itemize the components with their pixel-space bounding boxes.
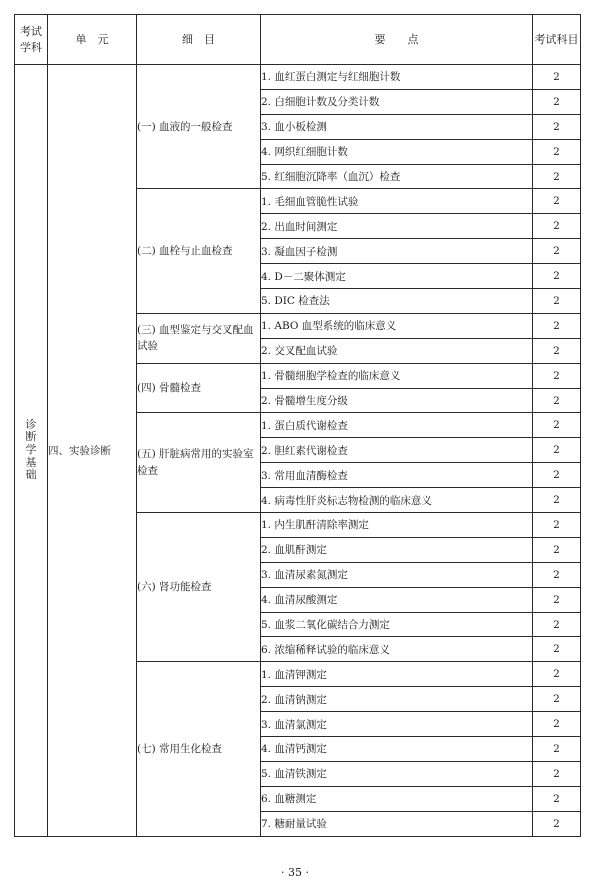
point-cell: 3. 血清氯测定 [261,712,533,737]
level-cell: 2 [533,537,581,562]
point-cell: 2. 胆红素代谢检查 [261,438,533,463]
level-cell: 2 [533,413,581,438]
level-cell: 2 [533,737,581,762]
point-cell: 1. 内生肌酐清除率测定 [261,513,533,538]
level-cell: 2 [533,139,581,164]
section-title-cell: (六) 肾功能检查 [137,513,261,662]
point-cell: 7. 糖耐量试验 [261,811,533,836]
level-cell: 2 [533,687,581,712]
point-cell: 2. 白细胞计数及分类计数 [261,89,533,114]
header-point: 要 点 [261,15,533,65]
section-title-cell: (三) 血型鉴定与交叉配血试验 [137,313,261,363]
level-cell: 2 [533,239,581,264]
point-cell: 4. 网织红细胞计数 [261,139,533,164]
point-cell: 5. 血清铁测定 [261,761,533,786]
level-cell: 2 [533,488,581,513]
level-cell: 2 [533,189,581,214]
level-cell: 2 [533,214,581,239]
point-cell: 2. 血清钠测定 [261,687,533,712]
level-cell: 2 [533,438,581,463]
page-number: · 35 · [281,866,309,879]
section-title-cell: (一) 血液的一般检查 [137,65,261,189]
level-cell: 2 [533,786,581,811]
point-cell: 1. 骨髓细胞学检查的临床意义 [261,363,533,388]
syllabus-table [14,14,581,837]
point-cell: 1. 蛋白质代谢检查 [261,413,533,438]
point-cell: 3. 血清尿素氮测定 [261,562,533,587]
table-body [15,65,581,837]
point-cell: 1. 血红蛋白测定与红细胞计数 [261,65,533,90]
section-title-cell: (四) 骨髓检查 [137,363,261,413]
section-title-cell: (二) 血栓与止血检查 [137,189,261,313]
level-cell: 2 [533,264,581,289]
level-cell: 2 [533,612,581,637]
point-cell: 3. 凝血因子检测 [261,239,533,264]
level-cell: 2 [533,114,581,139]
point-cell: 2. 出血时间测定 [261,214,533,239]
point-cell: 2. 骨髓增生度分级 [261,388,533,413]
section-title-cell: (五) 肝脏病常用的实验室检查 [137,413,261,513]
point-cell: 1. ABO 血型系统的临床意义 [261,313,533,338]
point-cell: 5. DIC 检查法 [261,289,533,314]
level-cell: 2 [533,164,581,189]
header-unit: 单 元 [48,15,137,65]
subject-label: 诊断学基础 [25,417,37,482]
level-cell: 2 [533,463,581,488]
level-cell: 2 [533,562,581,587]
unit-cell: 四、实验诊断 [48,65,137,837]
point-cell: 5. 红细胞沉降率（血沉）检查 [261,164,533,189]
header-level: 考试科目 [533,15,581,65]
level-cell: 2 [533,811,581,836]
level-cell: 2 [533,89,581,114]
level-cell: 2 [533,289,581,314]
point-cell: 4. 血清尿酸测定 [261,587,533,612]
subject-cell [15,65,48,837]
level-cell: 2 [533,513,581,538]
point-cell: 1. 毛细血管脆性试验 [261,189,533,214]
point-cell: 4. 病毒性肝炎标志物检测的临床意义 [261,488,533,513]
point-cell: 4. D－二聚体测定 [261,264,533,289]
level-cell: 2 [533,761,581,786]
level-cell: 2 [533,587,581,612]
point-cell: 6. 血糖测定 [261,786,533,811]
point-cell: 3. 常用血清酶检查 [261,463,533,488]
level-cell: 2 [533,712,581,737]
level-cell: 2 [533,313,581,338]
level-cell: 2 [533,662,581,687]
point-cell: 2. 血肌酐测定 [261,537,533,562]
point-cell: 6. 浓缩稀释试验的临床意义 [261,637,533,662]
point-cell: 1. 血清钾测定 [261,662,533,687]
level-cell: 2 [533,338,581,363]
level-cell: 2 [533,388,581,413]
point-cell: 4. 血清钙测定 [261,737,533,762]
table-header-row [15,15,581,65]
level-cell: 2 [533,637,581,662]
point-cell: 3. 血小板检测 [261,114,533,139]
section-title-cell: (七) 常用生化检查 [137,662,261,836]
level-cell: 2 [533,363,581,388]
point-cell: 2. 交叉配血试验 [261,338,533,363]
point-cell: 5. 血浆二氧化碳结合力测定 [261,612,533,637]
level-cell: 2 [533,65,581,90]
table-row [15,65,581,90]
header-item: 细 目 [137,15,261,65]
header-subject: 考试学科 [15,15,48,65]
